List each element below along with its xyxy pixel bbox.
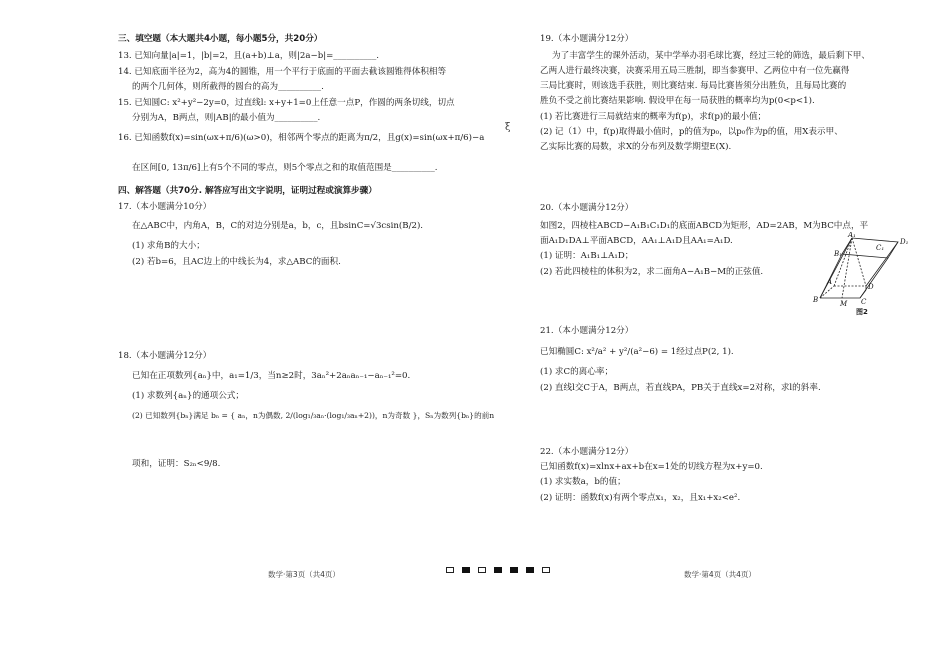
binding-mark-1	[446, 567, 454, 573]
question-19-stem-4: 胜负不受之前比赛结果影响. 假设甲在每一局获胜的概率均为p(0<p<1).	[540, 96, 815, 106]
label-b1: B₁	[834, 250, 842, 258]
question-19-part-2: (2) 记（1）中，f(p)取得最小值时，p的值为p₀，以p₀作为p的值，用X表示甲、	[540, 127, 843, 137]
question-21-header: 21.（本小题满分12分）	[540, 326, 634, 336]
edge-cc1	[860, 258, 888, 298]
question-20-part-1: (1) 证明：A₁B₁⊥A₁D；	[540, 251, 634, 261]
question-20-stem-2: 面A₁D₁DA⊥平面ABCD，AA₁⊥A₁D且AA₁=A₁D.	[540, 236, 733, 246]
label-m: M	[840, 300, 848, 307]
question-18-part-2: (2) 已知数列{bₙ}满足 bₙ = { aₙ，n为偶数, 2/(log₁/₃aₙ·(log₁/₃aₙ+2))，n为奇数 }，Sₙ为数列{bₙ}的前n	[132, 411, 495, 420]
footer-page-4: 数学·第4页（共4页）	[684, 570, 756, 579]
question-22-part-1: (1) 求实数a，b的值；	[540, 477, 626, 487]
question-19-part-1: (1) 若比赛进行三局就结束的概率为f(p)，求f(p)的最小值；	[540, 112, 767, 122]
label-d1: D₁	[900, 238, 909, 246]
section-fill-blank-heading: 三、填空题（本大题共4小题，每小题5分，共20分）	[118, 34, 323, 44]
question-20-header: 20.（本小题满分12分）	[540, 203, 634, 213]
question-14: 14. 已知底面半径为2，高为4的圆锥，用一个平行于底面的平面去截该圆锥得体积相等	[118, 67, 447, 77]
segment-a1d	[852, 238, 866, 286]
binding-mark-3	[478, 567, 486, 573]
question-19-stem-3: 三局比赛时，则该选手获胜，则比赛结束. 每局比赛皆须分出胜负，且每局比赛的	[540, 81, 847, 91]
question-20-stem-1: 如图2，四棱柱ABCD−A₁B₁C₁D₁的底面ABCD为矩形，AD=2AB，M为BC中点，平	[540, 221, 869, 231]
binding-mark-2	[462, 567, 470, 573]
label-c1: C₁	[876, 244, 885, 252]
label-a: A	[827, 278, 833, 286]
question-18-header: 18.（本小题满分12分）	[118, 351, 212, 361]
binding-mark-5	[510, 567, 518, 573]
footer-page-3: 数学·第3页（共4页）	[268, 570, 340, 579]
question-17-stem: 在△ABC中，内角A，B，C的对边分别是a，b，c，且bsinC=√3csin(B/2).	[132, 221, 424, 231]
question-21-part-1: (1) 求C的离心率；	[540, 367, 614, 377]
binding-mark-4	[494, 567, 502, 573]
label-b: B	[813, 296, 819, 304]
margin-mark: ξ	[505, 122, 511, 133]
question-16: 16. 已知函数f(x)=sin(ωx+π/6)(ω>0)，相邻两个零点的距离为π/2，且g(x)=sin(ωx+π/6)−a	[118, 133, 485, 143]
edge-aa1	[834, 238, 852, 286]
question-22-part-2: (2) 证明：函数f(x)有两个零点x₁，x₂，且x₁+x₂<e².	[540, 493, 741, 503]
question-15: 15. 已知圆C: x²+y²−2y=0，过直线l: x+y+1=0上任意一点P，作圆的两条切线，切点	[118, 98, 455, 108]
question-22-stem: 已知函数f(x)=xlnx+ax+b在x=1处的切线方程为x+y=0.	[540, 462, 763, 472]
label-c: C	[861, 298, 867, 306]
question-22-header: 22.（本小题满分12分）	[540, 447, 634, 457]
segment-a1b	[820, 238, 852, 298]
binding-mark-7	[542, 567, 550, 573]
question-16-cont: 在区间[0, 13π/6]上有5个不同的零点，则5个零点之和的取值范围是__________.	[132, 163, 438, 173]
question-20-part-2: (2) 若此四棱柱的体积为2，求二面角A−A₁B−M的正弦值.	[540, 267, 764, 277]
question-15-cont: 分别为A，B两点，则|AB|的最小值为__________.	[132, 113, 321, 123]
question-19-stem-1: 为了丰富学生的课外活动，某中学举办羽毛球比赛，经过三轮的筛选，最后剩下甲、	[552, 51, 870, 61]
question-17-part-2: (2) 若b=6，且AC边上的中线长为4，求△ABC的面积.	[132, 257, 341, 267]
prism-figure	[812, 232, 912, 307]
question-19-header: 19.（本小题满分12分）	[540, 34, 634, 44]
question-19-part-2-cont: 乙实际比赛的局数，求X的分布列及数学期望E(X).	[540, 142, 732, 152]
base-left-edge	[820, 286, 834, 298]
binding-mark-6	[526, 567, 534, 573]
figure-caption: 图2	[856, 308, 868, 316]
question-17-part-1: (1) 求角B的大小；	[132, 241, 205, 251]
question-13: 13. 已知向量|a|=1，|b|=2，且(a+b)⊥a，则|2a−b|=__________.	[118, 51, 380, 61]
question-14-cont: 的两个几何体，则所截得的圆台的高为__________.	[132, 82, 324, 92]
question-18-part-1: (1) 求数列{aₙ}的通项公式；	[132, 391, 245, 401]
question-21-stem: 已知椭圆C: x²/a² + y²/(a²−6) = 1经过点P(2, 1).	[540, 347, 734, 357]
question-17-header: 17.（本小题满分10分）	[118, 202, 212, 212]
question-18-stem: 已知在正项数列{aₙ}中，a₁=1/3，当n≥2时，3aₙ²+2aₙaₙ₋₁−aₙ₋₁²=0.	[132, 371, 411, 381]
question-21-part-2: (2) 直线l交C于A，B两点，若直线PA，PB关于直线x=2对称，求l的斜率.	[540, 383, 821, 393]
question-18-part-2-cont: 项和，证明：S₂ₙ<9/8.	[132, 459, 221, 469]
label-d: D	[868, 283, 874, 291]
label-a1: A₁	[848, 232, 856, 239]
section-answer-heading: 四、解答题（共70分. 解答应写出文字说明，证明过程或演算步骤）	[118, 186, 377, 196]
question-19-stem-2: 乙两人进行最终决赛，决赛采用五局三胜制，即当参赛甲、乙两位中有一位先赢得	[540, 66, 850, 76]
